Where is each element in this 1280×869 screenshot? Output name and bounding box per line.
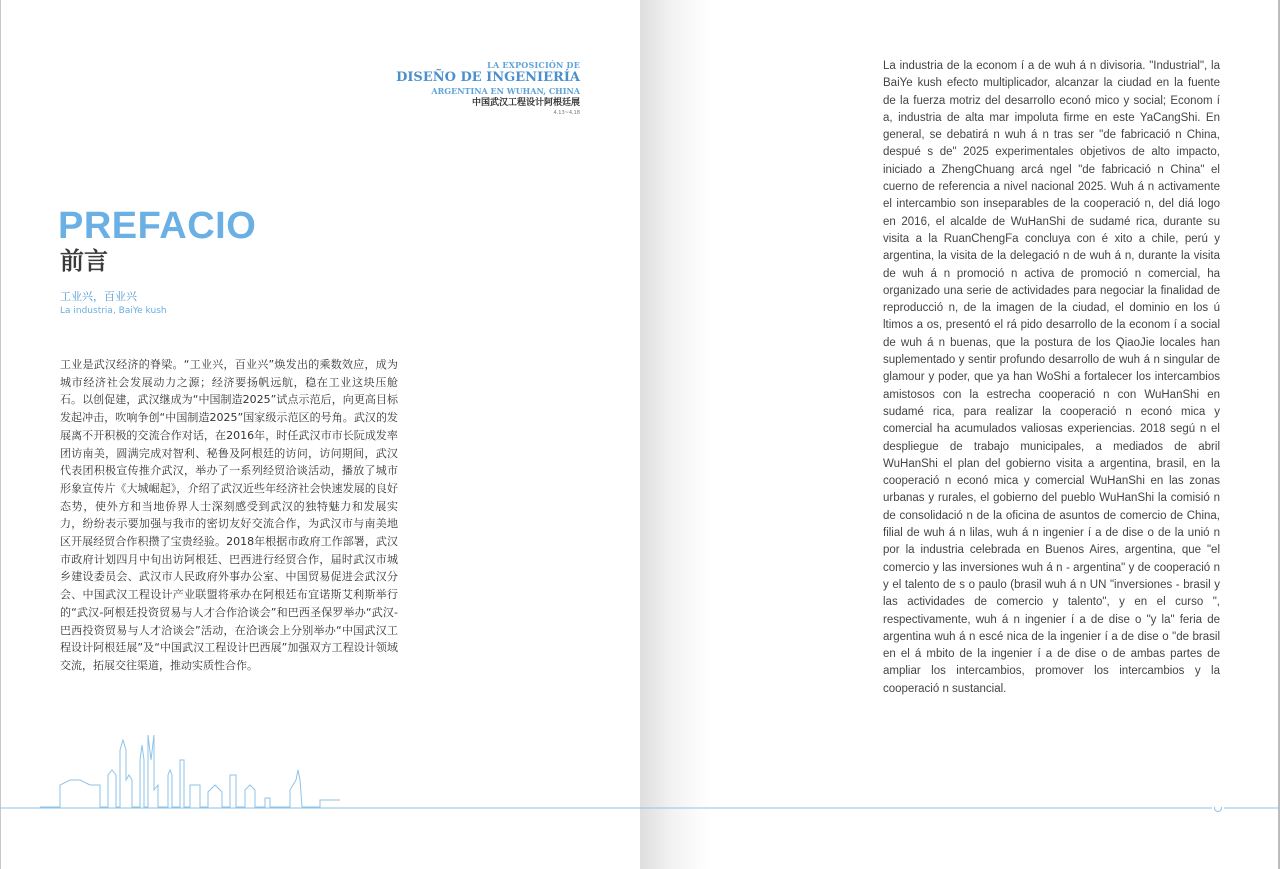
header-line-1: LA EXPOSICIÓN DE [487,60,580,70]
header-chinese-title: 中国武汉工程设计阿根廷展 [471,98,580,108]
bottom-rule-line [0,807,1280,819]
city-skyline-illustration [40,730,340,810]
body-text-spanish: La industria de la econom í a de wuh á n divisoria. "Industrial", la BaiYe kush efecto multiplicador, alcanzar la ciudad en la fuente de la fuerza motriz del desarrollo econó mico y social; Econom í a, industria de alta mar impoluta firme en este YaCangShi. En general, se debatirá n wuh á n tras ser "de fabricació n China, despué s de" 2025 experimentales objetivos de alto impacto, iniciado a ZhengChuang arcá ngel "de fabricació n China" el cuerno de referencia a nivel nacional 2025. Wuh á n activamente el intercambio son inseparables de la cooperació n, del diá logo en 2016, el alcalde de WuHanShi de sudamé rica, durante su visita a la RuanChengFa concluya con é xito a chile, perú y argentina, la visita de la delegació n de wuh á n, durante la visita de wuh á n promoció n activa de promoció n comercial, ha organizado una serie de actividades para negociar la finalidad de reproducció n, de la imagen de la ciudad, el dominio en los ú ltimos a os, presentó el rá pido desarrollo de la econom í a social de wuh á n buenas, que la postura de los QiaoJie locales han suplementado y sentir profundo desarrollo de wuh á n singular de glamour y poder, que ya han WoShi a fortalecer los intercambios amistosos con la estrecha cooperació n con WuHanShi en sudamé rica, para realizar la cooperació n econó mica y comercial ha acumulados valiosas experiencias. 2018 segú n el despliegue de trabajo municipales, a mediados de abril WuHanShi el plan del gobierno visita a argentina, brasil, en la cooperació n econó mica y comercial WuHanShi en las zonas urbanas y rurales, el gobierno del pueblo WuHanShi la comisió n de consolidació n de la oficina de asuntos de comercio de China, filial de wuh á n lilas, wuh á n ingenier í a de dise o de la unió n por la industria celebrada en Buenos Aires, argentina, que "el comercio y las inversiones wuh á n - argentina" y de cooperació n y el talento de s o paulo (brasil wuh á n UN "inversiones - brasil y las actividades de comercio y talento", y en el curso ", respectivamente, wuh á n ingenier í a de dise o "y la" feria de argentina wuh á n escé nica de la ingenier í a de dise o "de brasil en el á mbito de la ingenier í a de dise o de ambas partes de ampliar los intercambios, promover los intercambios y la cooperació n sustancial. [883,60,1220,695]
header-dates: 4.13~4.18 [553,110,580,116]
page-title-spanish: PREFACIO [58,205,257,247]
exhibition-header [396,60,580,117]
body-text-chinese: 工业是武汉经济的脊梁。“工业兴，百业兴”焕发出的乘数效应，成为城市经济社会发展动力之源；经济要扬帆远航，稳在工业这块压舱石。以创促建，武汉继成为“中国制造2025”试点示范后，向更高目标发起冲击，吹响争创“中国制造2025”国家级示范区的号角。武汉的发展离不开积极的交流合作对话，在2016年，时任武汉市市长阮成发率团访南美，圆满完成对智利、秘鲁及阿根廷的访问，访问期间，武汉代表团积极宣传推介武汉，举办了一系列经贸洽谈活动，播放了城市形象宣传片《大城崛起》，介绍了武汉近些年经济社会快速发展的良好态势，使外方和当地侨界人士深刻感受到武汉的独特魅力和发展实力，纷纷表示要加强与我市的密切友好交流合作，为武汉市与南美地区开展经贸合作积攒了宝贵经验。2018年根据市政府工作部署，武汉市政府计划四月中旬出访阿根廷、巴西进行经贸合作，届时武汉市城乡建设委员会、武汉市人民政府外事办公室、中国贸易促进会武汉分会、中国武汉工程设计产业联盟将承办在阿根廷布宜诺斯艾利斯举行的“武汉-阿根廷投资贸易与人才合作洽谈会”和巴西圣保罗举办“武汉-巴西投资贸易与人才洽谈会”活动，在洽谈会上分别举办“中国武汉工程设计阿根廷展”及“中国武汉工程设计巴西展”加强双方工程设计领域交流，拓展交往渠道，推动实质性合作。 [60,358,398,672]
rule-end-circle [1215,807,1222,812]
subtitle-chinese: 工业兴，百业兴 [60,290,137,303]
spine-shadow [640,0,710,869]
header-line-3: ARGENTINA EN WUHAN, CHINA [431,86,580,96]
subtitle-spanish: La industria, BaiYe kush [60,306,167,316]
header-line-2: DISEÑO DE INGENIERÍA [396,70,580,85]
left-page-edge [0,0,1,869]
page-title-chinese: 前言 [60,247,108,275]
